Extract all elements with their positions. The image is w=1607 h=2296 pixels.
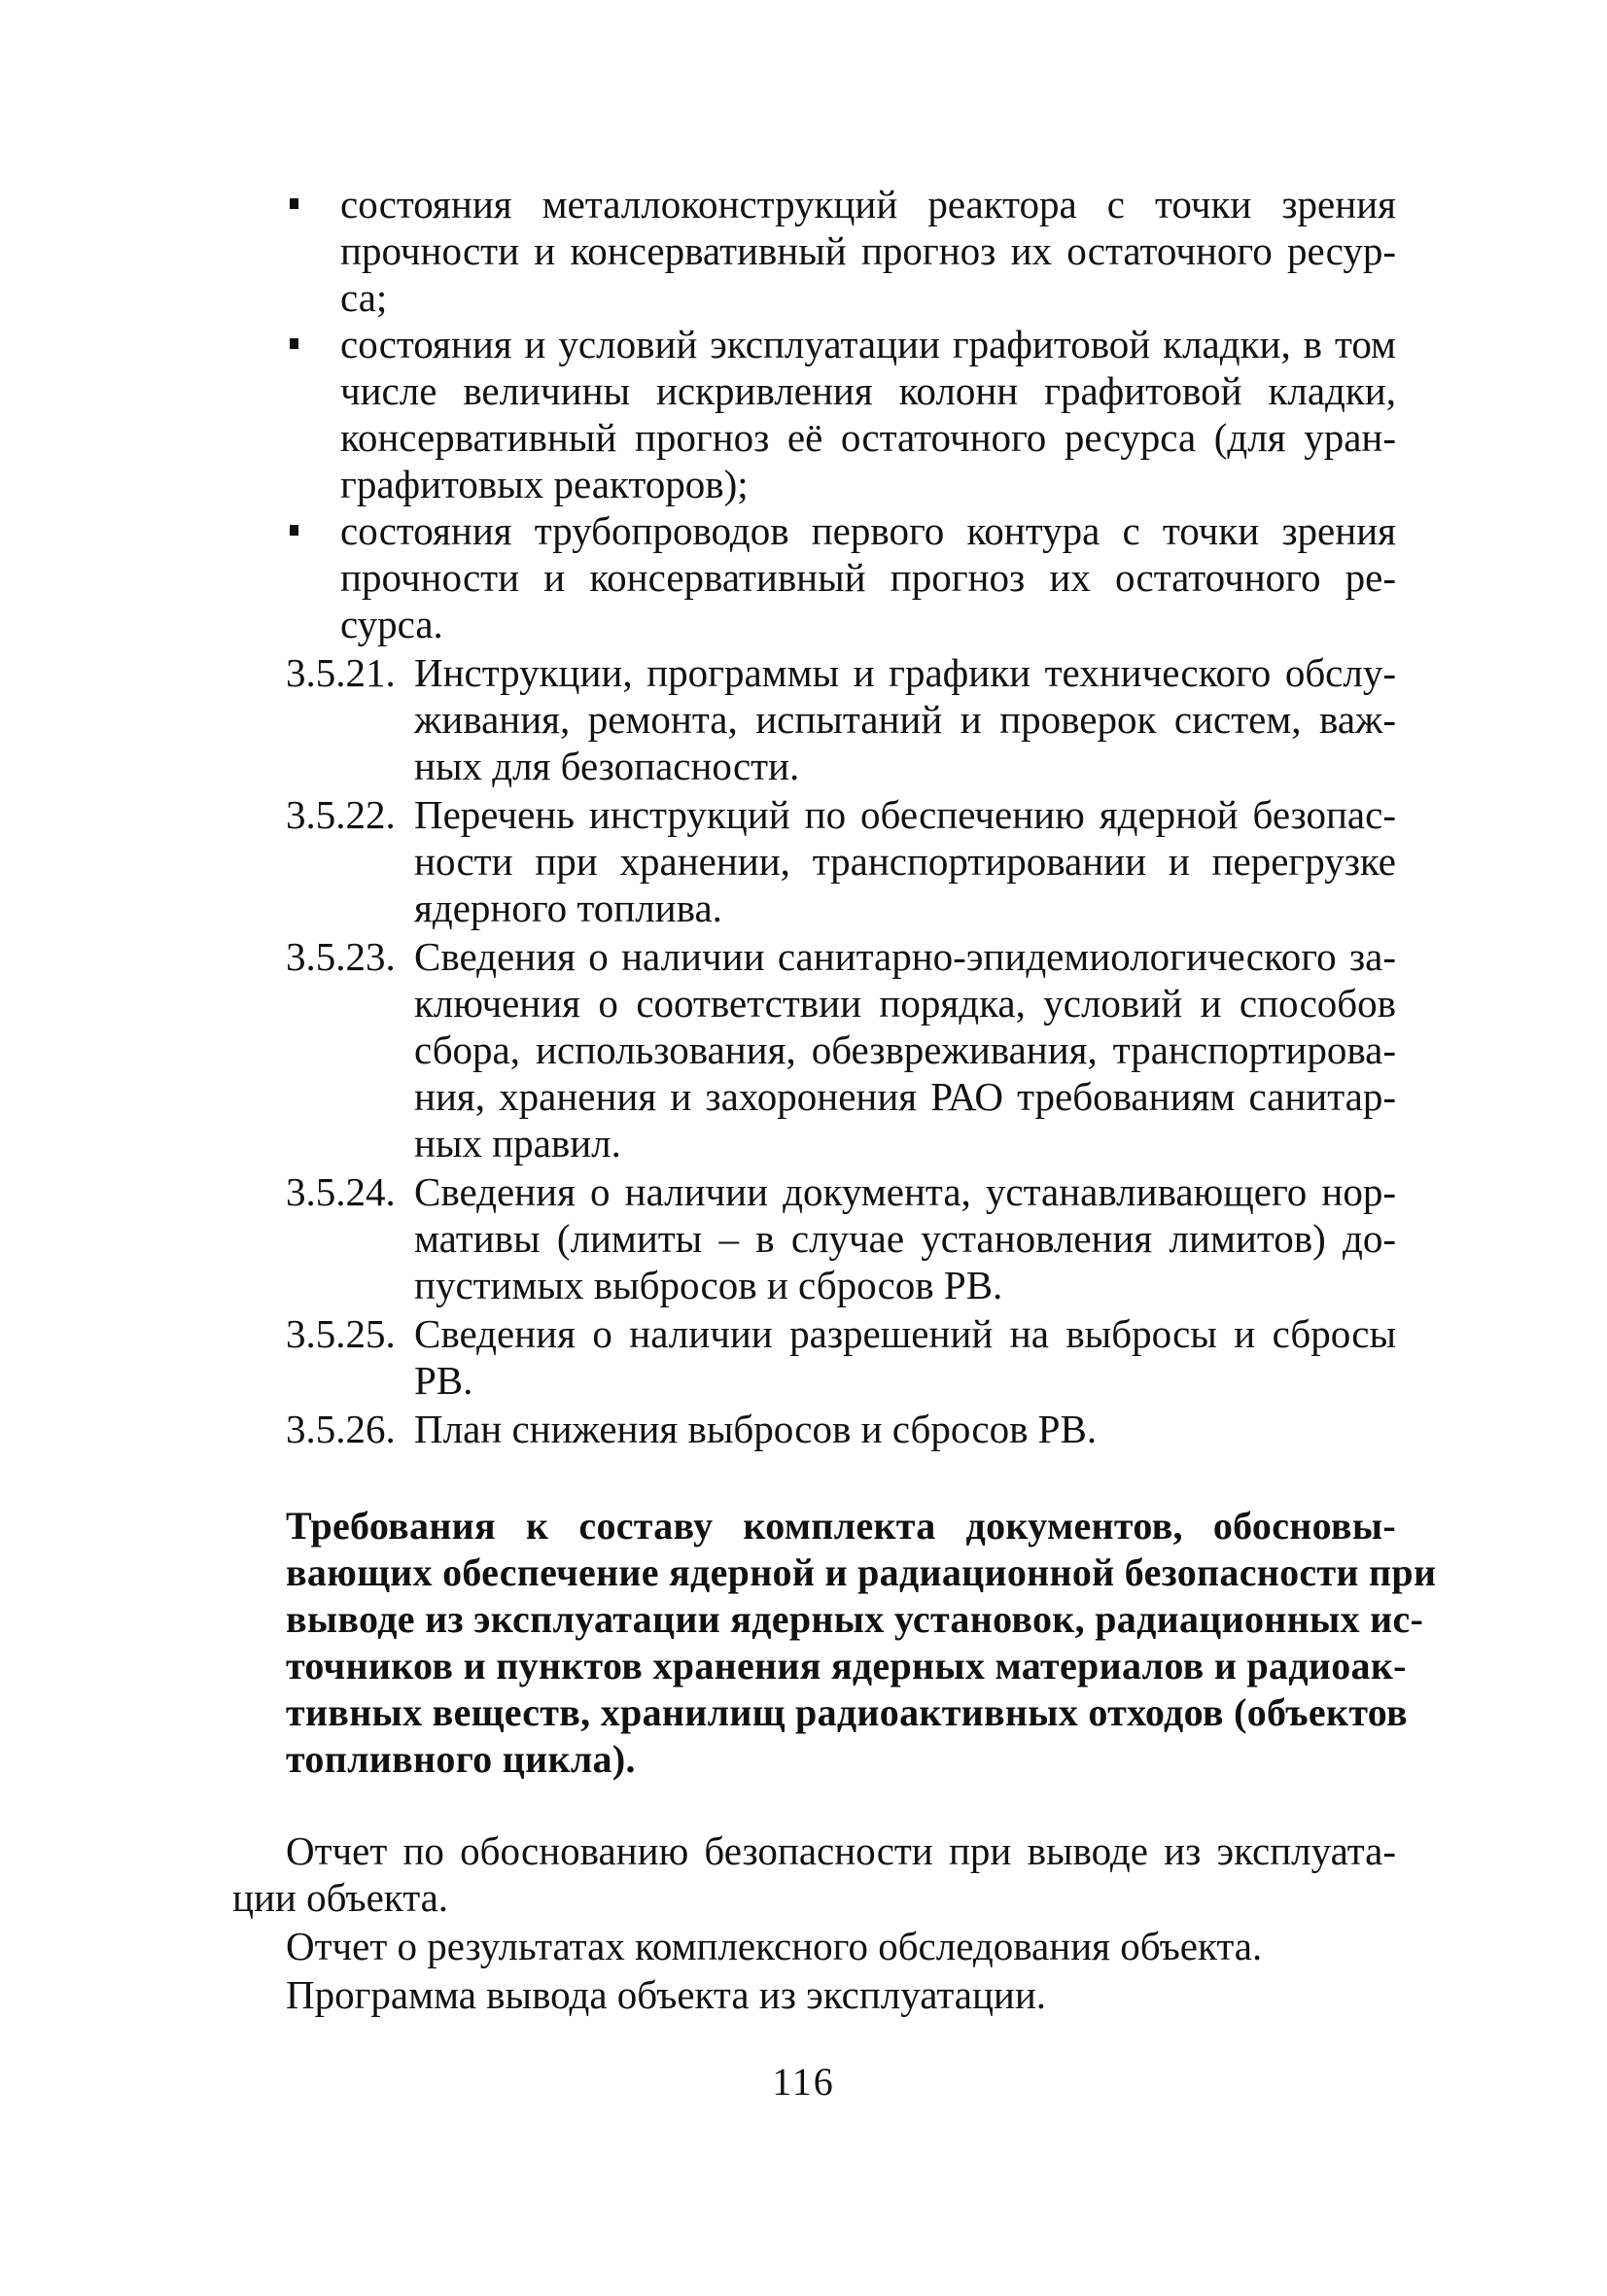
text-line: РВ. — [414, 1358, 473, 1403]
text-line: ных правил. — [414, 1121, 621, 1165]
item-number: 3.5.22. — [286, 792, 396, 837]
numbered-item-3-5-25 — [286, 1310, 1396, 1404]
text-line: живания, ремонта, испытаний и проверок систем, важ- — [414, 697, 1396, 742]
text-line: сурса. — [340, 602, 443, 646]
numbered-item-3-5-22 — [286, 791, 1396, 931]
text-line: Инструкции, программы и графики технического обслу- — [414, 650, 1396, 695]
text-line: состояния и условий эксплуатации графитовой кладки, в том — [340, 322, 1396, 366]
closing-paragraph-3 — [286, 1971, 1396, 2018]
numbered-item-3-5-24 — [286, 1168, 1396, 1308]
text-line: числе величины искривления колонн графитовой кладки, — [340, 368, 1396, 413]
text-line: ции объекта. — [232, 1875, 449, 1920]
heading-line: вающих обеспечение ядерной и радиационной безопасности при — [286, 1550, 1437, 1594]
text-line: пустимых выбросов и сбросов РВ. — [414, 1263, 1003, 1307]
heading-line: Требования к составу комплекта документов, обосновы- — [286, 1504, 1396, 1548]
text-line: прочности и консервативный прогноз их остаточного ре- — [340, 555, 1396, 600]
text-line: ядерного топлива. — [414, 886, 722, 930]
text-fragment: Отчет по обоснованию безопасности при выводе из эксплуата- — [286, 1828, 1396, 1873]
item-number: 3.5.24. — [286, 1169, 396, 1214]
text-line: ния, хранения и захоронения РАО требованиям санитар- — [414, 1074, 1396, 1119]
heading-line: топливного цикла). — [286, 1737, 636, 1781]
text-line — [286, 1827, 1396, 1874]
bullet-marker — [290, 525, 298, 536]
text-line: графитовых реакторов); — [340, 462, 749, 506]
text-line: консервативный прогноз её остаточного ресурса (для уран- — [340, 415, 1396, 460]
text-line: Сведения о наличии документа, устанавливающего нор- — [414, 1169, 1396, 1214]
numbered-item-3-5-23 — [286, 933, 1396, 1166]
bullet-item — [286, 181, 1396, 321]
text-line: Отчет о результатах комплексного обследования объекта. — [286, 1924, 1263, 1968]
text-line: сбора, использования, обезвреживания, транспортирова- — [414, 1027, 1396, 1072]
bullet-marker — [290, 198, 298, 209]
bullet-marker — [290, 338, 298, 349]
section-heading — [286, 1503, 1437, 1783]
text-line: прочности и консервативный прогноз их остаточного ресур- — [340, 228, 1396, 273]
closing-paragraph-2 — [286, 1923, 1396, 1969]
text-line: мативы (лимиты – в случае установления лимитов) до- — [414, 1216, 1396, 1261]
page-content — [232, 181, 1437, 2018]
heading-line: точников и пунктов хранения ядерных материалов и радиоак- — [286, 1644, 1407, 1687]
heading-line: тивных веществ, хранилищ радиоактивных отходов (объектов — [286, 1690, 1408, 1734]
text-line: Сведения о наличии санитарно-эпидемиологического за- — [414, 934, 1396, 979]
text-line: са; — [340, 275, 388, 320]
page-number: 116 — [772, 2060, 835, 2104]
text-line: состояния металлоконструкций реактора с точки зрения — [340, 182, 1396, 226]
text-line: ных для безопасности. — [414, 744, 800, 788]
bullet-item — [286, 507, 1396, 647]
bullet-item — [286, 321, 1396, 507]
closing-paragraph-1 — [232, 1827, 1396, 1921]
numbered-item-3-5-21 — [286, 649, 1396, 789]
text-line: Перечень инструкций по обеспечению ядерной безопас- — [414, 792, 1396, 837]
text-line: ключения о соответствии порядка, условий и способов — [414, 981, 1396, 1026]
text-line: Программа вывода объекта из эксплуатации. — [286, 1972, 1047, 2017]
numbered-item-3-5-26 — [286, 1406, 1396, 1452]
text-line: состояния трубопроводов первого контура с точки зрения — [340, 508, 1396, 553]
item-number: 3.5.25. — [286, 1311, 396, 1356]
item-number: 3.5.21. — [286, 650, 396, 695]
item-number: 3.5.23. — [286, 934, 396, 979]
text-line: ности при хранении, транспортировании и перегрузке — [414, 839, 1396, 884]
heading-line: выводе из эксплуатации ядерных установок, радиационных ис- — [286, 1597, 1424, 1641]
item-number: 3.5.26. — [286, 1407, 396, 1451]
text-line: План снижения выбросов и сбросов РВ. — [414, 1407, 1098, 1451]
text-line: Сведения о наличии разрешений на выбросы и сбросы — [414, 1311, 1396, 1356]
